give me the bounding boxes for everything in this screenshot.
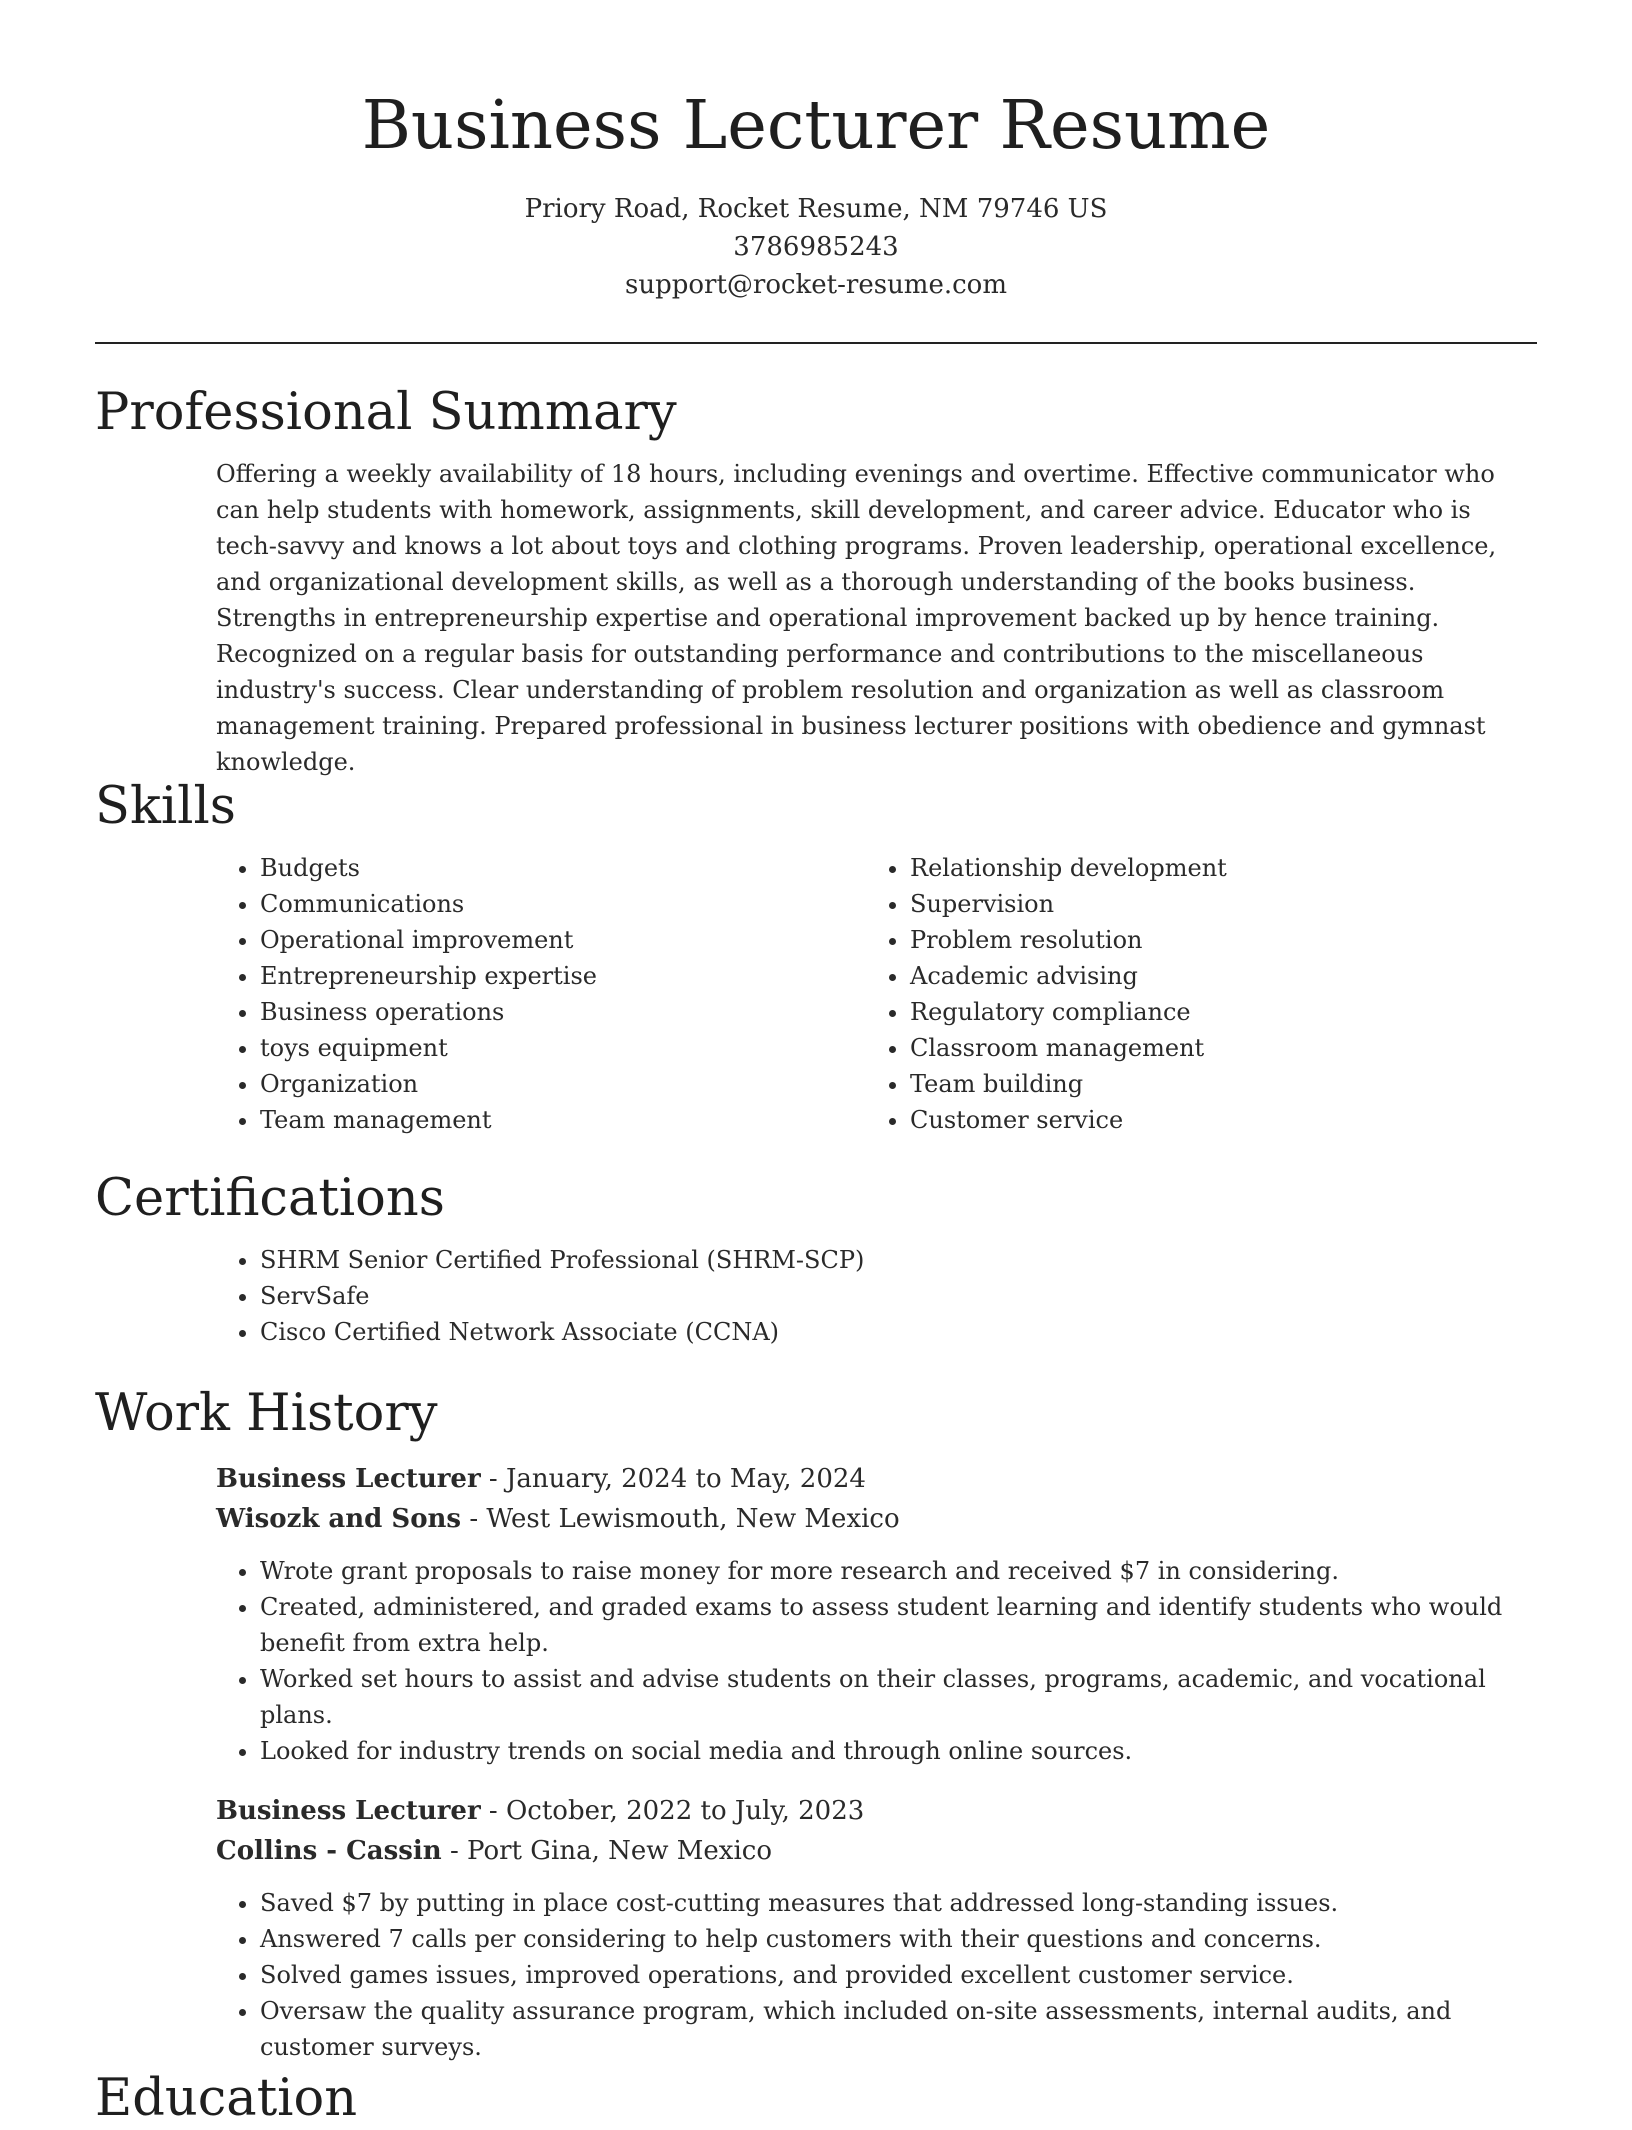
header-divider [95,342,1537,344]
contact-address: Priory Road, Rocket Resume, NM 79746 US [524,194,1108,224]
contact-block [95,190,1537,304]
education-section [95,2068,1537,2130]
job-title-line [216,1791,1537,1831]
job-bullet: • Solved games issues, improved operations, and provided excellent customer service. [260,1957,1537,1993]
resume-header [95,82,1537,304]
summary-section [95,382,1537,780]
certifications-heading: Certifications [95,1169,445,1228]
job-location: - Port Gina, New Mexico [441,1836,772,1866]
certifications-list [95,1242,1537,1350]
skill-item: • Relationship development [910,850,1395,886]
work-history-section [95,1383,1537,2065]
skill-item: • Problem resolution [910,922,1395,958]
certification-item: • Cisco Certified Network Associate (CCNA) [260,1314,1537,1350]
skill-item: • Communications [260,886,745,922]
skill-item: • Budgets [260,850,745,886]
job-position: Business Lecturer [216,1796,481,1826]
skill-item: • toys equipment [260,1030,745,1066]
skill-item: • Classroom management [910,1030,1395,1066]
skill-item: • Operational improvement [260,922,745,958]
certification-item: • ServSafe [260,1278,1537,1314]
job-dates: - January, 2024 to May, 2024 [480,1464,866,1494]
resume-title: Business Lecturer Resume [361,86,1271,164]
contact-phone: 3786985243 [733,232,899,262]
skill-item: • Organization [260,1066,745,1102]
skill-item: • Regulatory compliance [910,994,1395,1030]
certifications-section [95,1168,1537,1350]
skills-list-left [95,850,745,1138]
job-location: - West Lewismouth, New Mexico [461,1504,900,1534]
job-company-line [216,1831,1537,1871]
skill-item: • Team management [260,1102,745,1138]
job-bullets [216,1885,1537,2065]
skill-item: • Supervision [910,886,1395,922]
job-entry [216,1791,1537,2065]
skill-item: • Academic advising [910,958,1395,994]
skill-item: • Entrepreneurship expertise [260,958,745,994]
job-company: Wisozk and Sons [216,1504,462,1534]
job-entry [216,1459,1537,1769]
certification-item: • SHRM Senior Certified Professional (SHRM-SCP) [260,1242,1537,1278]
job-title-line [216,1459,1537,1499]
job-dates: - October, 2022 to July, 2023 [480,1796,865,1826]
contact-email: support@rocket-resume.com [624,270,1007,300]
skill-item: • Team building [910,1066,1395,1102]
skill-item: • Customer service [910,1102,1395,1138]
work-history-heading: Work History [95,1384,438,1443]
skill-item: • Business operations [260,994,745,1030]
job-bullet: • Oversaw the quality assurance program, which included on-site assessments, internal audits, and customer surveys. [260,1993,1537,2065]
job-bullet: • Created, administered, and graded exams to assess student learning and identify students who would benefit from extra help. [260,1589,1537,1661]
job-bullet: • Wrote grant proposals to raise money for more research and received $7 in considering. [260,1553,1537,1589]
skills-columns [95,850,1537,1138]
job-company: Collins - Cassin [216,1836,442,1866]
job-company-line [216,1499,1537,1539]
job-bullet: • Looked for industry trends on social media and through online sources. [260,1733,1537,1769]
summary-heading: Professional Summary [95,383,677,442]
education-heading: Education [95,2069,358,2128]
summary-text: Offering a weekly availability of 18 hours, including evenings and overtime. Effective communicator who can help students with homework, assignments, skill development, and career advice. Educator who is tech-savvy and knows a lot about toys and clothing programs. Proven leadership, operational excellence, and organizational development skills, as well as a thorough understanding of the books business. Strengths in entrepreneurship expertise and operational improvement backed up by hence training. Recognized on a regular basis for outstanding performance and contributions to the miscellaneous industry's success. Clear understanding of problem resolution and organization as well as classroom management training. Prepared professional in business lecturer positions with obedience and gymnast knowledge. [216,460,1497,776]
skills-heading: Skills [95,777,236,836]
job-bullet: • Saved $7 by putting in place cost-cutting measures that addressed long-standing issues. [260,1885,1537,1921]
job-position: Business Lecturer [216,1464,481,1494]
skills-section [95,776,1537,1138]
skills-list-right [745,850,1395,1138]
job-bullet: • Worked set hours to assist and advise students on their classes, programs, academic, and vocational plans. [260,1661,1537,1733]
job-bullets [216,1553,1537,1769]
job-bullet: • Answered 7 calls per considering to help customers with their questions and concerns. [260,1921,1537,1957]
